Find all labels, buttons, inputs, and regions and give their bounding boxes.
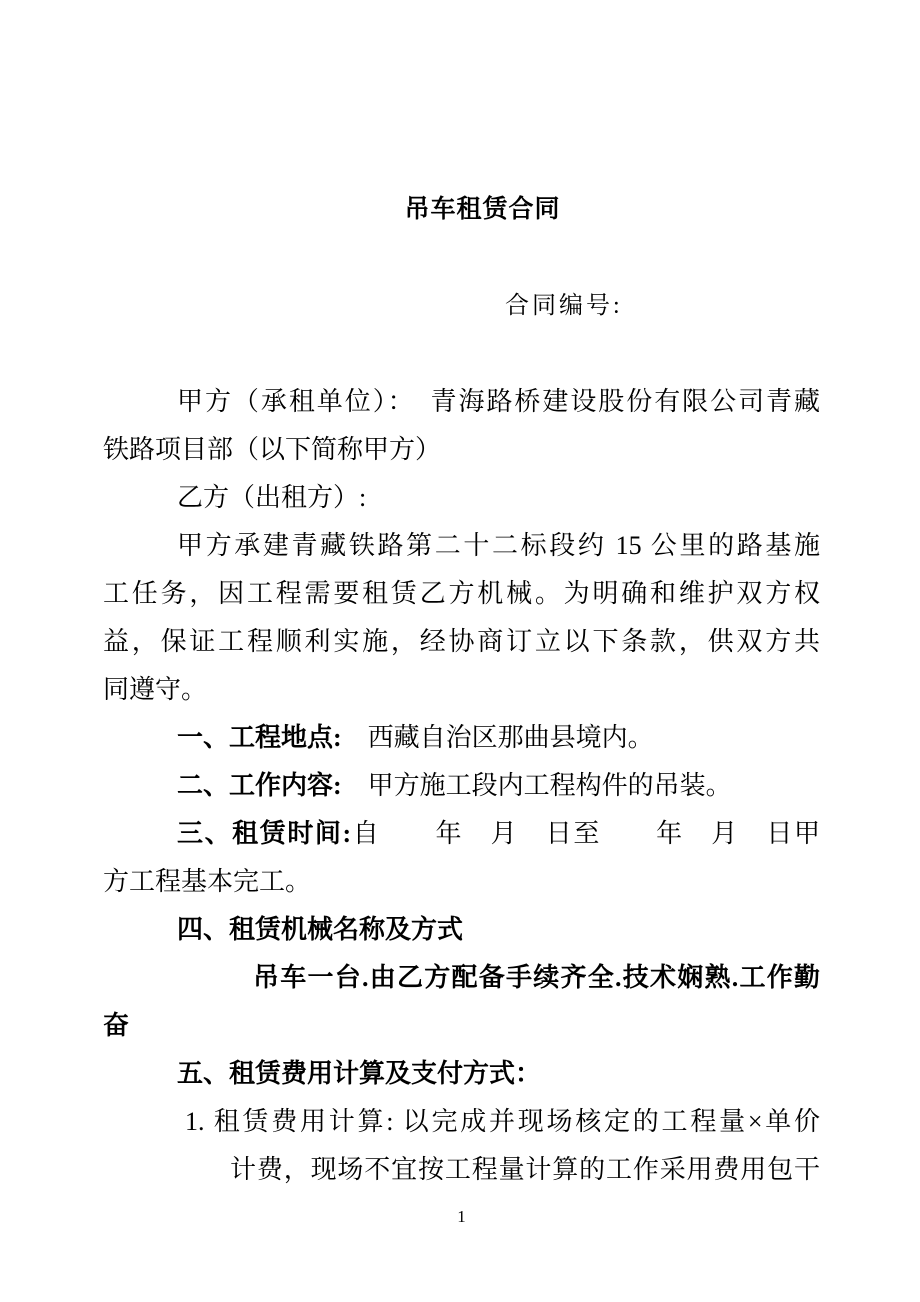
page-number: 1 <box>457 1207 466 1226</box>
line-item-5 <box>103 1050 820 1098</box>
text-segment: 工任务，因工程需要租赁乙方机械。为明确和维护双方权 <box>103 579 820 608</box>
text-segment: 西藏自治区那曲县境内。 <box>341 723 654 752</box>
bold-text-segment: 五、租赁费用计算及支付方式： <box>177 1059 542 1088</box>
line-party-b <box>103 474 820 522</box>
text-segment: 甲方施工段内工程构件的吊装。 <box>341 771 732 800</box>
text-segment: 乙方（出租方）: <box>177 483 367 512</box>
text-segment: 1. 租赁费用计算: 以完成并现场核定的工程量×单价 <box>185 1107 820 1136</box>
line-preamble-2 <box>103 570 820 618</box>
content-lines <box>103 378 820 1194</box>
document-title: 吊车租赁合同 <box>404 196 561 223</box>
bold-text-segment: 四、租赁机械名称及方式 <box>177 915 464 944</box>
line-item-4-detail-2 <box>103 1002 820 1050</box>
line-item-4-detail-1 <box>103 954 820 1002</box>
line-preamble-1 <box>103 522 820 570</box>
text-segment: 甲方承建青藏铁路第二十二标段约 15 公里的路基施 <box>177 531 820 560</box>
line-party-a-1 <box>103 378 820 426</box>
bold-text-segment: 二、工作内容: <box>177 771 342 800</box>
bold-text-segment: 一、工程地点: <box>177 723 342 752</box>
bold-text-segment: 吊车一台.由乙方配备手续齐全.技术娴熟.工作勤 <box>253 963 820 992</box>
bold-text-segment: 三、租赁时间: <box>177 819 352 848</box>
line-item-2 <box>103 762 820 810</box>
bold-text-segment: 奋 <box>103 1011 130 1040</box>
contract-number-label: 合同编号: <box>505 293 623 319</box>
line-item-3a <box>103 810 820 858</box>
text-segment: 自 年 月 日至 年 月 日甲 <box>351 819 820 848</box>
text-segment: 益，保证工程顺利实施，经协商订立以下条款，供双方共 <box>103 627 820 656</box>
text-segment: 铁路项目部（以下简称甲方） <box>103 435 442 464</box>
line-preamble-3 <box>103 618 820 666</box>
text-segment: 方工程基本完工。 <box>103 867 312 896</box>
text-segment: 同遵守。 <box>103 675 208 704</box>
line-item-4 <box>103 906 820 954</box>
text-segment: 甲方（承租单位）： 青海路桥建设股份有限公司青藏 <box>177 387 820 416</box>
line-item-5-sub1-b <box>103 1146 820 1194</box>
line-preamble-4 <box>103 666 820 714</box>
line-item-1 <box>103 714 820 762</box>
line-party-a-2 <box>103 426 820 474</box>
text-segment: 计费，现场不宜按工程量计算的工作采用费用包干 <box>230 1155 820 1184</box>
line-item-3b <box>103 858 820 906</box>
line-item-5-sub1-a <box>103 1098 820 1146</box>
